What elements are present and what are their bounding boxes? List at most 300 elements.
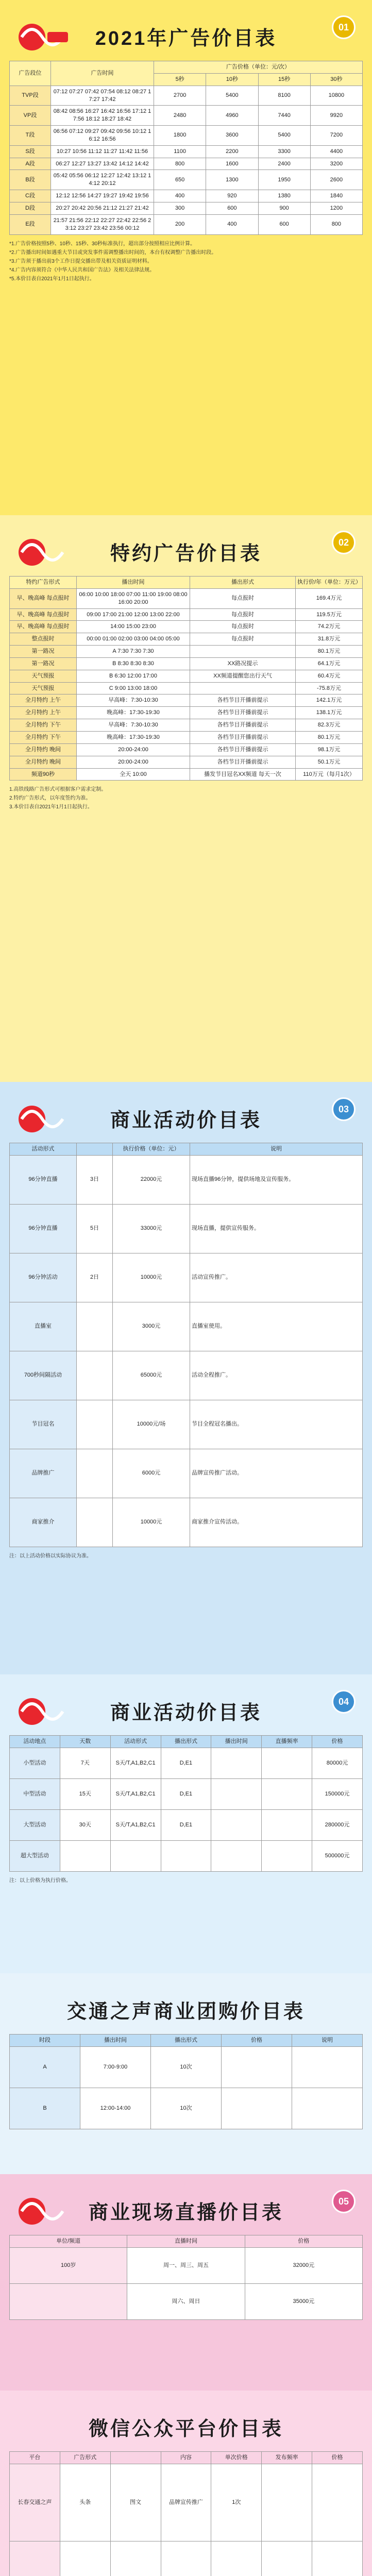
row-type: 96分钟活动 (10, 1253, 77, 1302)
price-cell: 119.5万元 (296, 608, 363, 621)
row-type: 节目冠名 (10, 1400, 77, 1449)
price-cell: 400 (154, 190, 206, 202)
row-form: 天气预报 (10, 682, 77, 694)
row-days (60, 1840, 110, 1871)
row-time: 全天 10:00 (77, 768, 190, 781)
row-unit: 1次 (211, 2464, 262, 2541)
note-line: 1.高铁线路广告形式可根据客户需求定制。 (9, 787, 107, 793)
col-header: 直播频率 (262, 1736, 312, 1748)
row-time: 20:00-24:00 (77, 756, 190, 768)
col-header: 单位/频道 (10, 2235, 127, 2248)
price-cell: 3000元 (113, 1302, 190, 1351)
row-sub (77, 1449, 113, 1498)
price-cell: 500000元 (312, 1840, 363, 1871)
row-time: 20:27 20:42 20:56 21:12 21:27 21:42 (51, 202, 154, 214)
price-cell: 600 (206, 202, 258, 214)
row-time: B 6:30 12:00 17:00 (77, 670, 190, 682)
price-cell: 7440 (258, 106, 310, 126)
row-days: 30天 (60, 1809, 110, 1840)
row-sub (77, 1498, 113, 1547)
row-name: S段 (10, 145, 51, 158)
row-time: A 7:30 7:30 7:30 (77, 646, 190, 658)
note-line: *4.广告内容须符合《中华人民共和国广告法》及相关法律法规。 (9, 267, 155, 273)
row-form: 全月特约 上午 (10, 694, 77, 707)
row-name: TVP段 (10, 86, 51, 106)
table-row (10, 756, 363, 768)
row-time: 14:00 15:00 23:00 (77, 621, 190, 633)
table-row (10, 86, 363, 106)
row-time: 20:00-24:00 (77, 743, 190, 756)
price-cell (312, 2541, 363, 2576)
price-cell: 50.1万元 (296, 756, 363, 768)
price-cell (312, 2464, 363, 2541)
row-show: 每点报时 (190, 588, 296, 608)
activity-table (9, 1143, 363, 1547)
radio-logo-icon (11, 16, 73, 58)
table-row (10, 2088, 363, 2129)
table-row (10, 719, 363, 732)
price-cell (222, 2046, 292, 2088)
price-cell: 3600 (206, 126, 258, 146)
radio-logo-icon (11, 1691, 73, 1732)
table-row (10, 1449, 363, 1498)
note-line: *1.广告价格按照5秒、10秒、15秒、30秒标准执行，超出部分按照相应比例计算。 (9, 241, 196, 247)
radio-logo-icon (11, 532, 73, 573)
group-buy-table (9, 2034, 363, 2129)
row-content (161, 2541, 211, 2576)
col-header: 价格 (222, 2035, 292, 2047)
row-place: 大型活动 (10, 1809, 60, 1840)
row-platform (10, 2541, 60, 2576)
table-row (10, 1204, 363, 1253)
row-sub: 3日 (77, 1155, 113, 1204)
section-header (9, 2402, 363, 2451)
section-number: 01 (332, 15, 356, 39)
row-time: 21:57 21:56 22:12 22:27 22:42 22:56 23:12 23:27 23:42 23:56 00:12 (51, 214, 154, 234)
section-header (9, 1686, 363, 1735)
col-header: 价格 (245, 2235, 362, 2248)
row-form: 整点报时 (10, 633, 77, 646)
row-time: 09:00 17:00 21:00 12:00 13:00 22:00 (77, 608, 190, 621)
col-header: 广告形式 (60, 2452, 110, 2464)
col-header (110, 2452, 161, 2464)
note-line: *5.本价目表自2021年1月1日起执行。 (9, 276, 95, 282)
row-name: VP段 (10, 106, 51, 126)
section-header (9, 2185, 363, 2235)
price-cell: 80000元 (312, 1748, 363, 1778)
row-form: 全月特约 上午 (10, 707, 77, 719)
row-freq (262, 1748, 312, 1778)
price-cell: -75.8万元 (296, 682, 363, 694)
col-header: 广告段位 (10, 61, 51, 86)
row-platform: 长春交通之声 (10, 2464, 60, 2541)
row-unit: 100岁 (10, 2247, 127, 2283)
price-cell: 150000元 (312, 1778, 363, 1809)
price-cell: 9920 (310, 106, 362, 126)
row-type: 96分钟直播 (10, 1155, 77, 1204)
section-ad-rates (0, 0, 372, 515)
row-type: 品牌推广 (10, 1449, 77, 1498)
note-line: *2.广告播出时间如遇重大节目或突发事件需调整播出时间的，本台有权调整广告播出时段。 (9, 249, 217, 256)
table-row (10, 1302, 363, 1351)
table-row (10, 608, 363, 621)
col-header: 价格 (312, 1736, 363, 1748)
table-row (10, 1351, 363, 1400)
page-title: 商业现场直播价目表 (88, 2201, 283, 2224)
row-time: 7:00-9:00 (80, 2046, 151, 2088)
price-cell: 280000元 (312, 1809, 363, 1840)
row-form: 头条 (60, 2464, 110, 2541)
table-row (10, 1253, 363, 1302)
price-cell: 10000元 (113, 1253, 190, 1302)
section-group-buy (0, 1973, 372, 2174)
row-time: 10:27 10:56 11:12 11:27 11:42 11:56 (51, 145, 154, 158)
row-freq (262, 1809, 312, 1840)
note-line: 3.本价目表自2021年1月1日起执行。 (9, 804, 93, 810)
price-cell: 5400 (206, 86, 258, 106)
table-row (10, 2046, 363, 2088)
row-desc: 节目全程冠名播出。 (190, 1400, 363, 1449)
row-time: 08:42 08:56 16:27 16:42 16:56 17:12 17:56 18:12 18:27 18:42 (51, 106, 154, 126)
row-show: D,E1 (161, 1778, 211, 1809)
price-cell: 33000元 (113, 1204, 190, 1253)
section-header (9, 11, 363, 61)
table-row (10, 1498, 363, 1547)
row-desc: 直播室使用。 (190, 1302, 363, 1351)
table-row (10, 1840, 363, 1871)
row-form (110, 1840, 161, 1871)
section-number: 04 (332, 1690, 356, 1714)
table-row (10, 1748, 363, 1778)
row-form: 第一路况 (10, 646, 77, 658)
row-sub (77, 1302, 113, 1351)
row-show (161, 1840, 211, 1871)
table-row (10, 158, 363, 170)
table-row (10, 2247, 363, 2283)
price-cell: 80.1万元 (296, 731, 363, 743)
table-row (10, 106, 363, 126)
note-line: 2.特约广告形式，以年度签约为准。 (9, 795, 91, 802)
row-desc: 现场直播96分钟，提供场地及宣传服务。 (190, 1155, 363, 1204)
row-desc: 活动宣传推广。 (190, 1253, 363, 1302)
row-name: D段 (10, 202, 51, 214)
row-form: S天/T,A1,B2,C1 (110, 1748, 161, 1778)
row-time: B 8:30 8:30 8:30 (77, 657, 190, 670)
col-header: 播出时间 (77, 577, 190, 589)
col-header: 15秒 (258, 73, 310, 86)
table-row (10, 743, 363, 756)
row-form: 早、晚高峰 每点报时 (10, 621, 77, 633)
col-header: 播出形式 (161, 1736, 211, 1748)
table-row (10, 588, 363, 608)
row-time: 12:12 12:56 14:27 19:27 19:42 19:56 (51, 190, 154, 202)
col-header: 30秒 (310, 73, 362, 86)
price-cell: 64.1万元 (296, 657, 363, 670)
row-name: T段 (10, 126, 51, 146)
row-desc (292, 2046, 363, 2088)
section-number: 02 (332, 531, 356, 554)
row-freq (262, 1778, 312, 1809)
row-type: 直播室 (10, 1302, 77, 1351)
table-row (10, 190, 363, 202)
col-header: 活动形式 (10, 1143, 77, 1156)
price-cell: 1800 (154, 126, 206, 146)
price-cell: 82.3万元 (296, 719, 363, 732)
price-cell: 65000元 (113, 1351, 190, 1400)
radio-logo-icon (11, 2191, 73, 2232)
table-row (10, 145, 363, 158)
section-sponsor-rates (0, 515, 372, 1082)
row-time: 06:56 07:12 09:27 09:42 09:56 10:12 16:12 16:56 (51, 126, 154, 146)
activity-table-2 (9, 1735, 363, 1872)
row-form: 第一路况 (10, 657, 77, 670)
row-time: 06:27 12:27 13:27 13:42 14:12 14:42 (51, 158, 154, 170)
row-slot: B (10, 2088, 80, 2129)
row-time: 早高峰：7:30-10:30 (77, 719, 190, 732)
col-header: 活动形式 (110, 1736, 161, 1748)
row-form: 频道90秒 (10, 768, 77, 781)
price-cell: 32000元 (245, 2247, 362, 2283)
row-days: 7天 (60, 1748, 110, 1778)
table-row (10, 1155, 363, 1204)
table-row (10, 707, 363, 719)
row-form (60, 2541, 110, 2576)
notes (9, 1552, 363, 1561)
price-cell: 1200 (310, 202, 362, 214)
price-cell: 110万元（每月1次） (296, 768, 363, 781)
row-show: 各档节目开播前提示 (190, 743, 296, 756)
price-cell: 800 (154, 158, 206, 170)
col-header: 价格 (312, 2452, 363, 2464)
row-place: 小型活动 (10, 1748, 60, 1778)
row-type: 商家推介 (10, 1498, 77, 1547)
price-cell: 22000元 (113, 1155, 190, 1204)
row-time: 周一、周三、周五 (127, 2247, 245, 2283)
col-header: 10秒 (206, 73, 258, 86)
note-line: 注：以上活动价格以实际协议为准。 (9, 1553, 92, 1559)
row-freq (262, 1840, 312, 1871)
section-wechat (0, 2391, 372, 2576)
row-unit (10, 2283, 127, 2319)
price-cell: 4960 (206, 106, 258, 126)
price-cell: 800 (310, 214, 362, 234)
row-show: XX路况提示 (190, 657, 296, 670)
row-time: 06:00 10:00 18:00 07:00 11:00 19:00 08:00 16:00 20:00 (77, 588, 190, 608)
row-place: 中型活动 (10, 1778, 60, 1809)
price-cell: 650 (154, 170, 206, 190)
price-cell: 2480 (154, 106, 206, 126)
table-row (10, 633, 363, 646)
col-header: 播出时间 (80, 2035, 151, 2047)
row-sub: 2日 (77, 1253, 113, 1302)
table-row (10, 202, 363, 214)
row-show: XX频道提醒您出行天气 (190, 670, 296, 682)
col-header: 直播时间 (127, 2235, 245, 2248)
page-title: 商业活动价目表 (110, 1109, 262, 1131)
row-type: 96分钟直播 (10, 1204, 77, 1253)
sponsor-table (9, 576, 363, 781)
col-header: 发布频率 (262, 2452, 312, 2464)
section-number: 03 (332, 1097, 356, 1121)
price-cell: 3300 (258, 145, 310, 158)
price-cell: 1100 (154, 145, 206, 158)
row-form: 全月特约 下午 (10, 731, 77, 743)
row-name: E段 (10, 214, 51, 234)
row-show: 每点报时 (190, 633, 296, 646)
table-row (10, 731, 363, 743)
row-show: 各档节目开播前提示 (190, 707, 296, 719)
price-cell: 1840 (310, 190, 362, 202)
row-freq (262, 2464, 312, 2541)
row-sub: 图文 (110, 2464, 161, 2541)
row-desc: 品牌宣传推广活动。 (190, 1449, 363, 1498)
table-row (10, 2464, 363, 2541)
note-line: 注：以上价格为执行价格。 (9, 1877, 71, 1884)
price-cell: 35000元 (245, 2283, 362, 2319)
row-days: 15天 (60, 1778, 110, 1809)
col-header: 执行价格（单位：元） (113, 1143, 190, 1156)
price-cell: 98.1万元 (296, 743, 363, 756)
price-cell: 600 (258, 214, 310, 234)
col-header: 说明 (190, 1143, 363, 1156)
price-cell: 300 (154, 202, 206, 214)
price-cell: 1300 (206, 170, 258, 190)
row-type: 700秒间隔活动 (10, 1351, 77, 1400)
row-time: C 9:00 13:00 18:00 (77, 682, 190, 694)
section-header (9, 1985, 363, 2034)
price-cell: 200 (154, 214, 206, 234)
price-cell: 6000元 (113, 1449, 190, 1498)
col-header: 播出时间 (211, 1736, 262, 1748)
col-header: 内容 (161, 2452, 211, 2464)
row-desc (292, 2088, 363, 2129)
price-cell: 8100 (258, 86, 310, 106)
page-title: 特约广告价目表 (110, 543, 262, 565)
col-header: 执行价/年（单位：万元） (296, 577, 363, 589)
row-slot: A (10, 2046, 80, 2088)
row-time: 晚高峰：17:30-19:30 (77, 707, 190, 719)
col-header: 时段 (10, 2035, 80, 2047)
price-cell: 920 (206, 190, 258, 202)
table-row (10, 670, 363, 682)
price-cell: 1950 (258, 170, 310, 190)
price-cell: 31.8万元 (296, 633, 363, 646)
row-unit (211, 2541, 262, 2576)
notes (9, 1877, 363, 1885)
table-row (10, 170, 363, 190)
row-show (190, 682, 296, 694)
page-title: 微信公众平台价目表 (88, 2418, 283, 2440)
table-row (10, 2541, 363, 2576)
live-table (9, 2235, 363, 2320)
page-title: 交通之声商业团购价目表 (66, 2001, 305, 2023)
price-cell: 2400 (258, 158, 310, 170)
row-time: 晚高峰：17:30-19:30 (77, 731, 190, 743)
row-show: D,E1 (161, 1809, 211, 1840)
row-desc: 商家推介宣传活动。 (190, 1498, 363, 1547)
radio-logo-icon (11, 1098, 73, 1140)
price-cell: 3200 (310, 158, 362, 170)
table-row (10, 694, 363, 707)
page-title: 2021年广告价目表 (95, 27, 277, 49)
section-header (9, 1093, 363, 1143)
price-cell: 138.1万元 (296, 707, 363, 719)
price-cell: 60.4万元 (296, 670, 363, 682)
note-line: *3.广告须于播出前3个工作日提交播出带及相关资质证明材料。 (9, 258, 153, 264)
row-time (211, 1840, 262, 1871)
table-row (10, 1400, 363, 1449)
row-time: 周六、周日 (127, 2283, 245, 2319)
price-cell: 5400 (258, 126, 310, 146)
row-show: 每点报时 (190, 621, 296, 633)
price-cell: 10800 (310, 86, 362, 106)
row-time: 05:42 05:56 06:12 12:27 12:42 13:12 14:12 20:12 (51, 170, 154, 190)
price-cell: 2200 (206, 145, 258, 158)
price-cell: 10000元/场 (113, 1400, 190, 1449)
row-form: 10次 (151, 2088, 222, 2129)
table-row (10, 1809, 363, 1840)
col-header: 说明 (292, 2035, 363, 2047)
section-live-broadcast (0, 2174, 372, 2391)
notes (9, 786, 363, 811)
row-form: 10次 (151, 2046, 222, 2088)
row-form: 全月特约 晚间 (10, 743, 77, 756)
price-cell: 900 (258, 202, 310, 214)
row-show: 各档节目开播前提示 (190, 756, 296, 768)
row-form: 早、晚高峰 每点报时 (10, 588, 77, 608)
row-show: 每点报时 (190, 608, 296, 621)
price-cell: 1380 (258, 190, 310, 202)
wechat-table (9, 2451, 363, 2576)
row-sub (77, 1400, 113, 1449)
table-row (10, 621, 363, 633)
section-commercial-activity-2 (0, 1674, 372, 1973)
row-time: 00:00 01:00 02:00 03:00 04:00 05:00 (77, 633, 190, 646)
row-name: A段 (10, 158, 51, 170)
row-show: 各档节目开播前提示 (190, 731, 296, 743)
table-row (10, 1778, 363, 1809)
col-header: 活动地点 (10, 1736, 60, 1748)
row-name: B段 (10, 170, 51, 190)
row-sub (110, 2541, 161, 2576)
row-form: S天/T,A1,B2,C1 (110, 1778, 161, 1809)
price-cell: 74.2万元 (296, 621, 363, 633)
table-row (10, 646, 363, 658)
row-show: 播发节目冠名XX频道 每天一次 (190, 768, 296, 781)
row-show: D,E1 (161, 1748, 211, 1778)
notes (9, 240, 363, 283)
row-time (211, 1809, 262, 1840)
row-time (211, 1778, 262, 1809)
row-sub (77, 1351, 113, 1400)
row-sub: 5日 (77, 1204, 113, 1253)
col-header: 单次价格 (211, 2452, 262, 2464)
col-header: 广告价格（单位：元/次） (154, 61, 363, 74)
col-header: 播出形式 (151, 2035, 222, 2047)
price-cell: 4400 (310, 145, 362, 158)
section-header (9, 527, 363, 576)
price-cell: 169.4万元 (296, 588, 363, 608)
col-header: 播出形式 (190, 577, 296, 589)
row-time: 12:00-14:00 (80, 2088, 151, 2129)
col-header: 特约广告形式 (10, 577, 77, 589)
table-row (10, 2283, 363, 2319)
price-cell: 2700 (154, 86, 206, 106)
price-cell: 2600 (310, 170, 362, 190)
row-show (190, 646, 296, 658)
page-title: 商业活动价目表 (110, 1702, 262, 1724)
row-time (211, 1748, 262, 1778)
